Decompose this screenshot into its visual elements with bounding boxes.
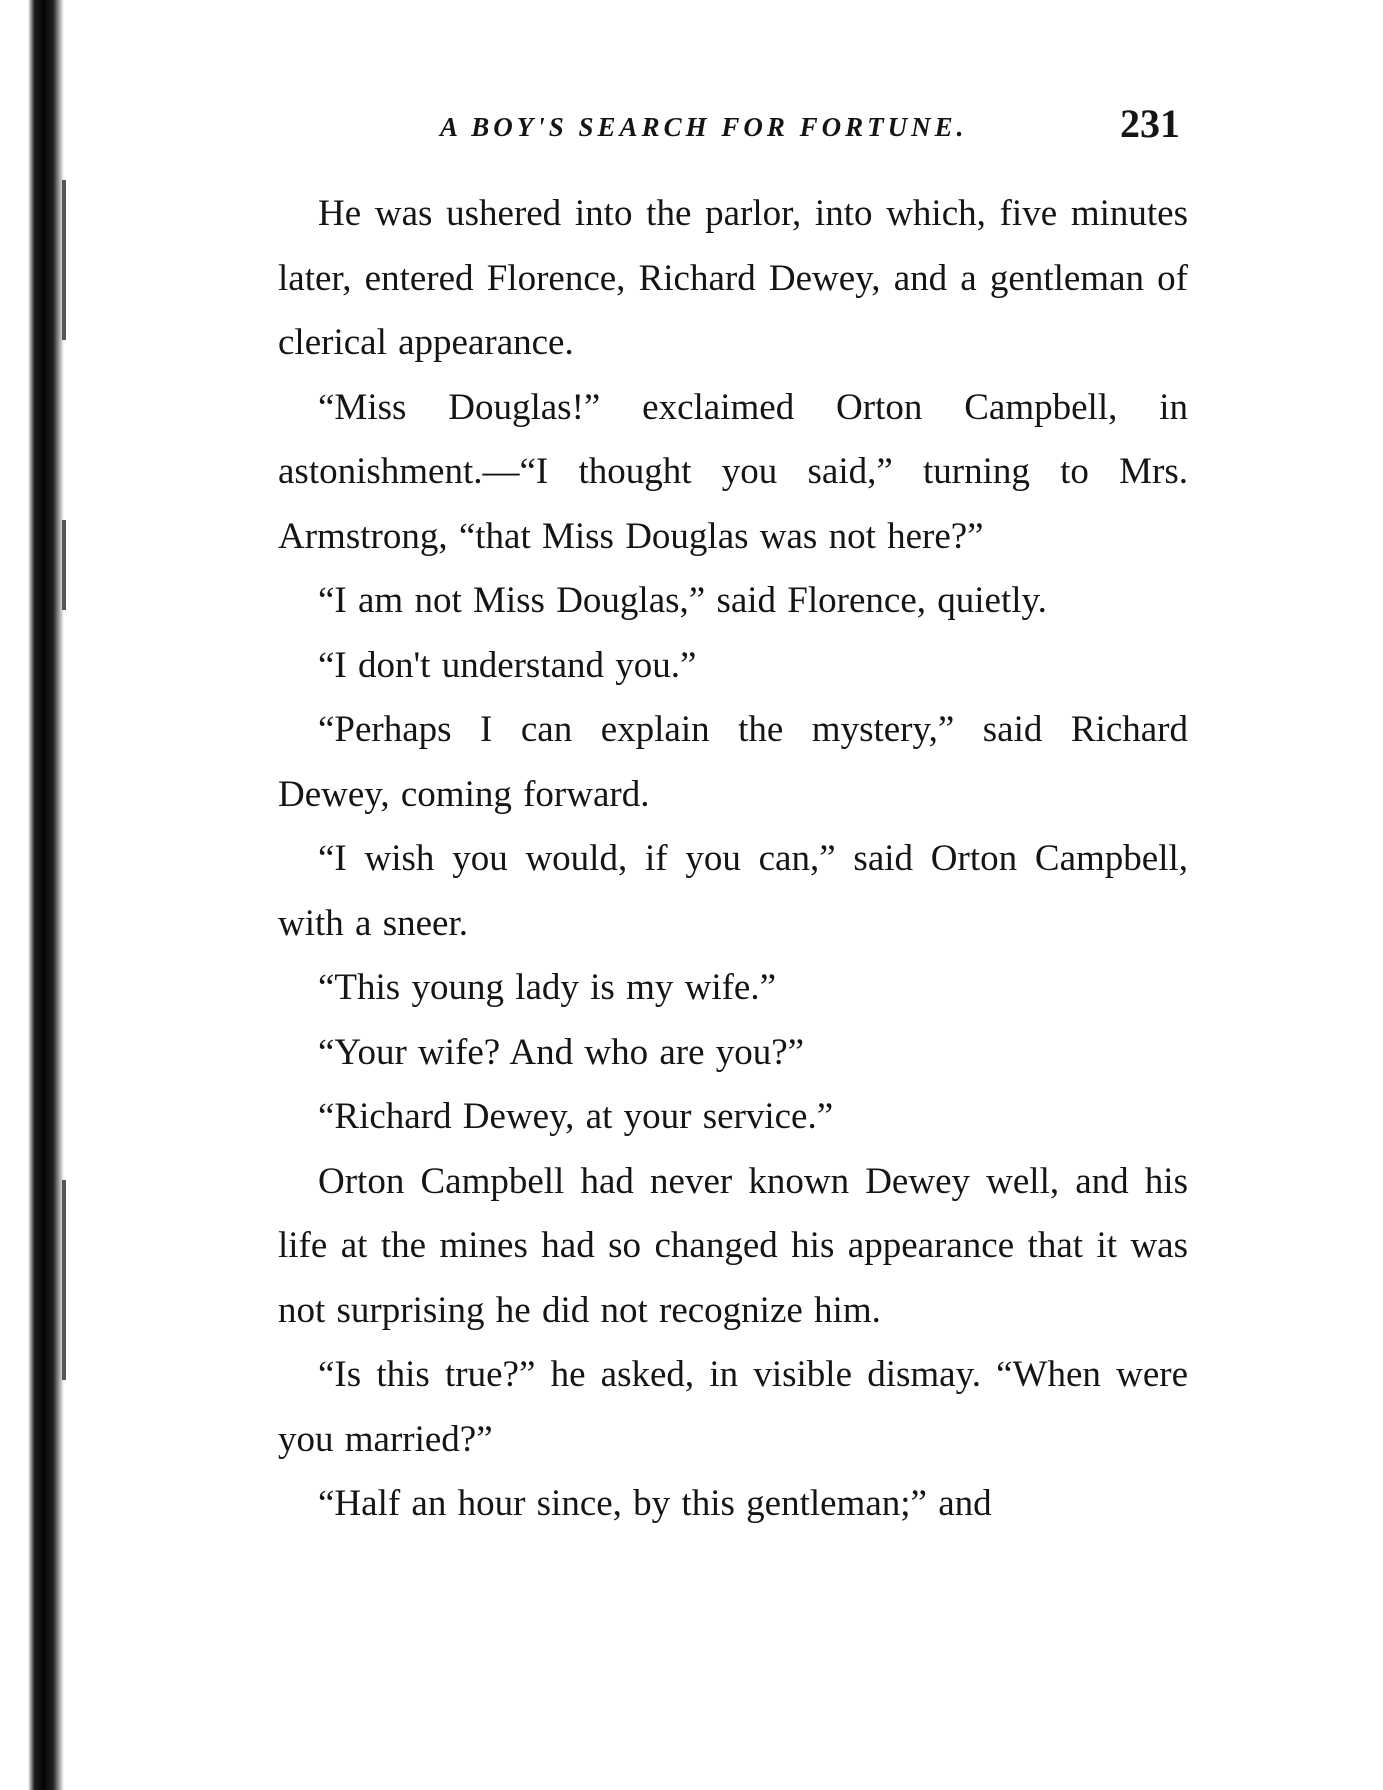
paragraph: “I am not Miss Douglas,” said Florence, quietly. — [318, 580, 1047, 621]
paragraph: He was ushered into the parlor, into which, five minutes later, entered Florence, Richard Dewey, and a gentleman of clerical appearance. — [278, 193, 1188, 363]
paragraph: “This young lady is my wife.” — [318, 967, 777, 1008]
paragraph: “I wish you would, if you can,” said Orton Campbell, with a sneer. — [278, 838, 1188, 944]
gutter-speck — [62, 520, 66, 610]
body-text — [278, 182, 1188, 1537]
page-number: 231 — [1120, 101, 1180, 146]
page-header — [440, 92, 1180, 152]
paragraph: “Your wife? And who are you?” — [318, 1031, 805, 1073]
gutter-speck — [62, 1180, 66, 1380]
paragraph: “Miss Douglas!” exclaimed Orton Campbell, in astonishment.—“I thought you said,” turning to Mrs. Armstrong, “that Miss Douglas was not here?” — [278, 386, 1188, 557]
paragraph: “Perhaps I can explain the mystery,” said Richard Dewey, coming forward. — [278, 709, 1188, 815]
paragraph: “Half an hour since, by this gentleman;” and — [318, 1483, 992, 1524]
running-title: A BOY'S SEARCH FOR FORTUNE. — [440, 112, 968, 142]
paragraph: “Is this true?” he asked, in visible dismay. “When were you married?” — [278, 1354, 1188, 1460]
binding-gutter-shadow — [28, 0, 64, 1790]
gutter-speck — [62, 180, 66, 340]
paragraph: “Richard Dewey, at your service.” — [318, 1096, 834, 1137]
paragraph: Orton Campbell had never known Dewey well, and his life at the mines had so changed his appearance that it was not surprising he did not recognize him. — [278, 1160, 1188, 1331]
paragraph: “I don't understand you.” — [318, 644, 697, 686]
